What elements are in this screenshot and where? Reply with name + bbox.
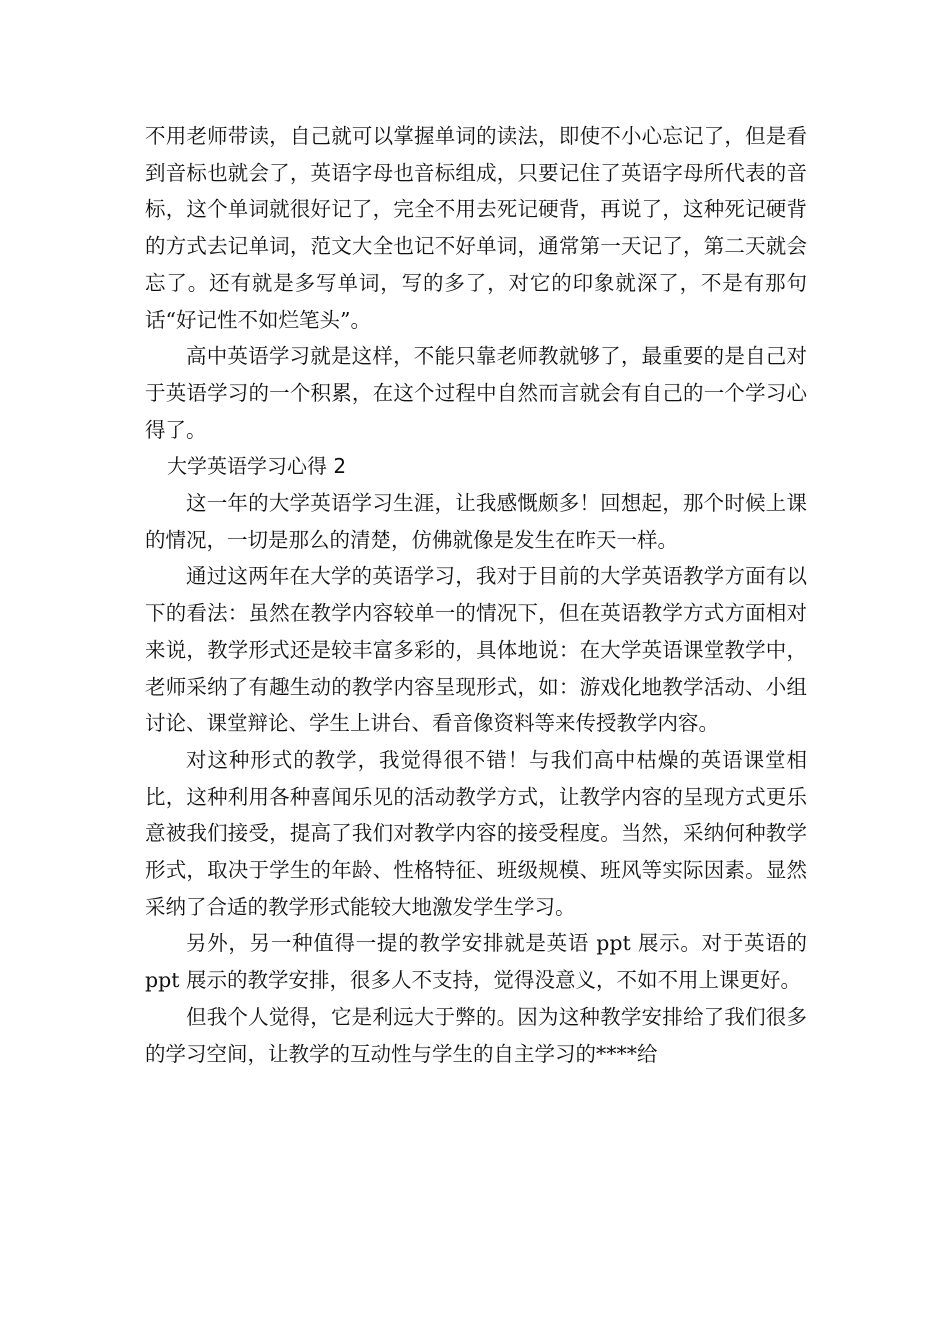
paragraph-7: 但我个人觉得，它是利远大于弊的。因为这种教学安排给了我们很多的学习空间，让教学的互动性与学生的自主学习的****给 bbox=[145, 1004, 807, 1066]
paragraph-3: 这一年的大学英语学习生涯，让我感慨颇多！回想起，那个时候上课的情况，一切是那么的清楚，仿佛就像是发生在昨天一样。 bbox=[145, 491, 807, 552]
section-heading: 大学英语学习心得 2 bbox=[167, 454, 347, 479]
paragraph-2: 高中英语学习就是这样，不能只靠老师教就够了，最重要的是自己对于英语学习的一个积累，在这个过程中自然而言就会有自己的一个学习心得了。 bbox=[145, 344, 807, 442]
paragraph-1: 不用老师带读，自己就可以掌握单词的读法，即使不小心忘记了，但是看到音标也就会了，英语字母也音标组成，只要记住了英语字母所代表的音标，这个单词就很好记了，完全不用去死记硬背，再说了，这种死记硬背的方式去记单词，范文大全也记不好单词，通常第一天记了，第二天就会忘了。还有就是多写单词，写的多了，对它的印象就深了，不是有那句话“好记性不如烂笔头”。 bbox=[145, 124, 807, 332]
paragraph-5: 对这种形式的教学，我觉得很不错！与我们高中枯燥的英语课堂相比，这种利用各种喜闻乐见的活动教学方式，让教学内容的呈现方式更乐意被我们接受，提高了我们对教学内容的接受程度。当然，采纳何种教学形式，取决于学生的年龄、性格特征、班级规模、班风等实际因素。显然采纳了合适的教学形式能较大地激发学生学习。 bbox=[145, 747, 807, 919]
paragraph-6: 另外，另一种值得一提的教学安排就是英语 ppt 展示。对于英语的 ppt 展示的教学安排，很多人不支持，觉得没意义，不如不用上课更好。 bbox=[145, 931, 807, 993]
paragraph-4: 通过这两年在大学的英语学习，我对于目前的大学英语教学方面有以下的看法：虽然在教学内容较单一的情况下，但在英语教学方式方面相对来说，教学形式还是较丰富多彩的，具体地说：在大学英语课堂教学中，老师采纳了有趣生动的教学内容呈现形式，如：游戏化地教学活动、小组讨论、课堂辩论、学生上讲台、看音像资料等来传授教学内容。 bbox=[145, 564, 807, 736]
document-page bbox=[145, 118, 807, 1072]
